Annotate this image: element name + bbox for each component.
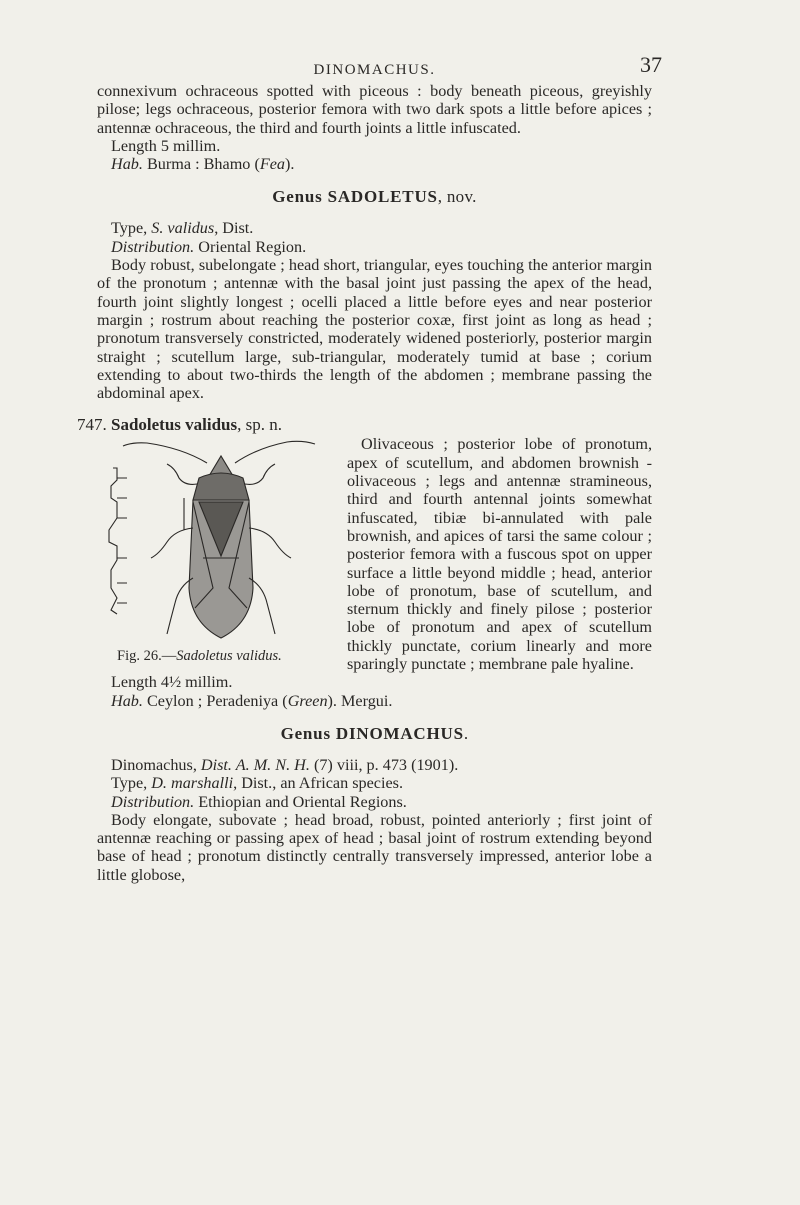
figure-26 — [87, 438, 337, 670]
species-description: Olivaceous ; posterior lobe of pronotum, apex of scutellum, and abdomen brownish - olivaceous ; legs and antennæ stramineous, third and fourth antennal joints somewhat infuscated, tibiæ bi-annulated with pale brownish, and apices of tarsi the same colour ; posterior femora with a fuscous spot on upper surface a little beyond middle ; head, anterior lobe of pronotum, base of scutellum, and sternum thickly and finely pilose ; posterior lobe of pronotum and apex of scutellum thickly punctate, corium linearly and more sparingly punctate ; membrane pale hyaline. — [347, 435, 652, 674]
sadoletus-type: Type, S. validus, Dist. — [111, 219, 254, 238]
prev-habitat: Hab. Burma : Bhamo (Fea). — [111, 155, 295, 174]
running-head — [97, 52, 662, 82]
page — [77, 52, 662, 884]
running-title: DINOMACHUS. — [313, 62, 436, 78]
sadoletus-distribution: Distribution. Oriental Region. — [111, 237, 307, 256]
species-heading-747: 747. Sadoletus validus, sp. n. — [77, 415, 283, 435]
figure-caption: Fig. 26.—Sadoletus validus. — [117, 648, 282, 665]
dinomachus-distribution: Distribution. Ethiopian and Oriental Regions. — [111, 792, 407, 811]
dinomachus-reference: Dinomachus, Dist. A. M. N. H. (7) viii, p. 473 (1901). — [111, 755, 459, 774]
species-habitat: Hab. Ceylon ; Peradeniya (Green). Mergui. — [111, 691, 393, 710]
sadoletus-description: Body robust, subelongate ; head short, triangular, eyes touching the anterior margin of the pronotum ; antennæ with the basal joint just passing the apex of the head, fourth joint slightly longest ; ocelli placed a little before eyes and near posterior margin ; rostrum about reaching the posterior coxæ, first joint as long as head ; pronotum transversely constricted, moderately widened posteriorly, posterior margin straight ; scutellum large, sub-triangular, moderately tumid at base ; corium extending to about two-thirds the length of the abdomen ; membrane passing the abdominal apex. — [97, 256, 652, 403]
dinomachus-type: Type, D. marshalli, Dist., an African species. — [111, 774, 404, 793]
genus-heading-dinomachus: Genus DINOMACHUS. — [280, 723, 469, 743]
dinomachus-description: Body elongate, subovate ; head broad, robust, pointed anteriorly ; first joint of antennæ reaching or passing apex of head ; basal joint of rostrum extending beyond base of head ; pronotum distinctly centrally transversely impressed, anterior lobe a little globose, — [97, 810, 652, 884]
species-length: Length 4½ millim. — [111, 673, 233, 692]
continuation-paragraph: connexivum ochraceous spotted with piceous : body beneath piceous, greyishly pilose; legs ochraceous, posterior femora with two dark spots a little before apices ; antennæ ochraceous, the third and fourth joints a little infuscated. — [97, 82, 652, 137]
page-number: 37 — [640, 52, 662, 77]
bug-illustration — [87, 438, 337, 648]
prev-length: Length 5 millim. — [111, 136, 221, 155]
genus-heading-sadoletus: Genus SADOLETUS, nov. — [272, 187, 477, 207]
